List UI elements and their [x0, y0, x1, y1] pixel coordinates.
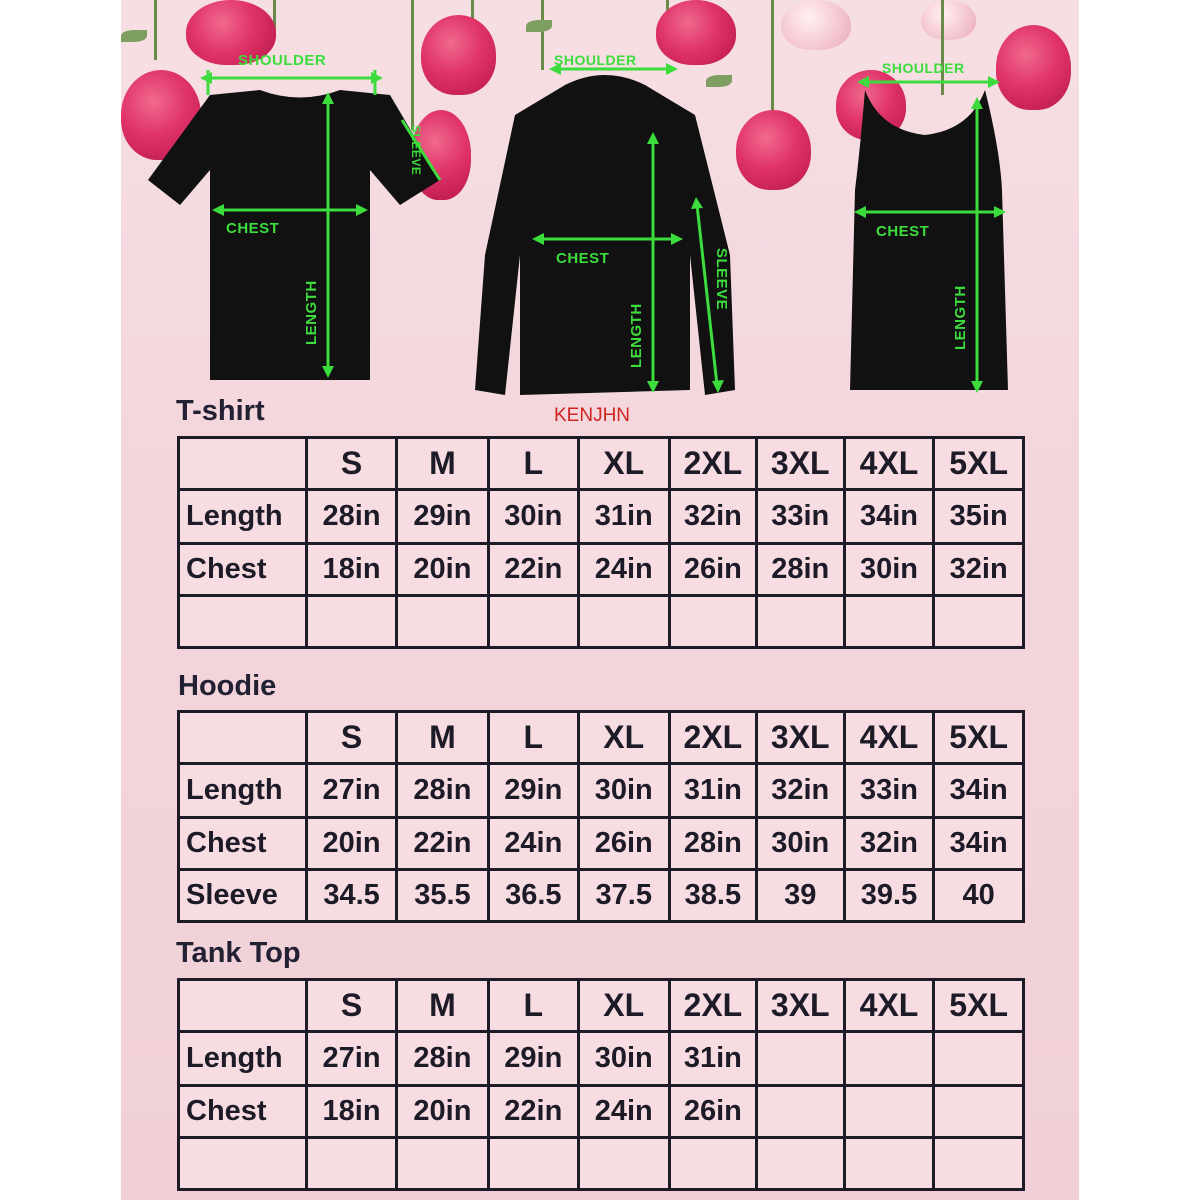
size-header-cell: M — [396, 438, 488, 490]
table-row — [179, 1138, 1024, 1190]
measurement-cell — [669, 1138, 756, 1190]
measurement-cell — [756, 1086, 844, 1138]
measurement-cell: 37.5 — [578, 870, 669, 922]
hoodie-shoulder-label: SHOULDER — [554, 52, 637, 68]
hoodie-size-table — [177, 710, 1025, 923]
size-header-cell: S — [307, 438, 397, 490]
tank-length-label: LENGTH — [952, 285, 969, 350]
measurement-cell: 30in — [578, 764, 669, 818]
measurement-cell — [578, 596, 669, 648]
size-header-cell: L — [489, 980, 579, 1032]
corner-cell — [179, 438, 307, 490]
measurement-cell — [756, 596, 844, 648]
size-header-cell: 5XL — [934, 980, 1024, 1032]
row-label-cell: Chest — [179, 1086, 307, 1138]
tank-shoulder-label: SHOULDER — [882, 60, 965, 76]
measurement-cell: 28in — [756, 544, 844, 596]
row-label-cell: Length — [179, 764, 307, 818]
size-header-cell: 2XL — [669, 438, 756, 490]
row-label-cell: Sleeve — [179, 870, 307, 922]
hoodie-diagram — [465, 55, 750, 405]
measurement-cell: 26in — [669, 544, 756, 596]
measurement-cell: 28in — [669, 818, 756, 870]
measurement-cell — [756, 1032, 844, 1086]
row-label-cell — [179, 596, 307, 648]
measurement-cell — [396, 596, 488, 648]
measurement-cell — [307, 1138, 397, 1190]
measurement-cell: 33in — [756, 490, 844, 544]
table-row — [179, 1086, 1024, 1138]
tank-diagram — [840, 60, 1020, 400]
size-header-cell: L — [489, 712, 579, 764]
measurement-cell: 33in — [844, 764, 934, 818]
row-label-cell: Length — [179, 1032, 307, 1086]
size-header-cell: L — [489, 438, 579, 490]
measurement-cell: 22in — [489, 544, 579, 596]
size-header-cell: M — [396, 712, 488, 764]
measurement-cell: 29in — [489, 764, 579, 818]
size-header-cell: 3XL — [756, 980, 844, 1032]
measurement-cell — [307, 596, 397, 648]
leaf-decoration — [121, 30, 147, 42]
table-row — [179, 596, 1024, 648]
measurement-cell: 31in — [669, 1032, 756, 1086]
measurement-cell: 24in — [489, 818, 579, 870]
tshirt-length-label: LENGTH — [303, 280, 320, 345]
tanktop-table-title: Tank Top — [176, 937, 301, 969]
measurement-cell: 40 — [934, 870, 1024, 922]
size-header-cell: 3XL — [756, 712, 844, 764]
measurement-cell — [934, 596, 1024, 648]
measurement-cell — [934, 1086, 1024, 1138]
size-header-cell: 4XL — [844, 980, 934, 1032]
tshirt-diagram — [140, 50, 460, 390]
measurement-cell: 26in — [578, 818, 669, 870]
measurement-cell: 35.5 — [396, 870, 488, 922]
table-row — [179, 490, 1024, 544]
measurement-cell: 34.5 — [307, 870, 397, 922]
measurement-cell: 18in — [307, 1086, 397, 1138]
measurement-cell: 26in — [669, 1086, 756, 1138]
row-label-cell: Chest — [179, 818, 307, 870]
table-row — [179, 1032, 1024, 1086]
measurement-cell: 20in — [307, 818, 397, 870]
leaf-decoration — [526, 20, 552, 32]
size-header-cell: S — [307, 980, 397, 1032]
measurement-cell: 31in — [669, 764, 756, 818]
measurement-cell — [396, 1138, 488, 1190]
measurement-cell: 28in — [396, 764, 488, 818]
measurement-cell: 30in — [756, 818, 844, 870]
measurement-cell: 34in — [844, 490, 934, 544]
measurement-cell: 27in — [307, 1032, 397, 1086]
tshirt-sleeve-label: SLEEVE — [409, 125, 423, 176]
measurement-cell: 28in — [396, 1032, 488, 1086]
measurement-cell: 32in — [756, 764, 844, 818]
brand-label: KENJHN — [554, 405, 631, 426]
table-row — [179, 818, 1024, 870]
size-header-cell: S — [307, 712, 397, 764]
size-header-cell: 2XL — [669, 712, 756, 764]
measurement-cell: 32in — [844, 818, 934, 870]
tank-chest-label: CHEST — [876, 223, 930, 240]
measurement-cell: 30in — [578, 1032, 669, 1086]
measurement-cell — [489, 1138, 579, 1190]
measurement-cell: 31in — [578, 490, 669, 544]
measurement-cell — [844, 1086, 934, 1138]
size-header-cell: 5XL — [934, 438, 1024, 490]
measurement-cell: 38.5 — [669, 870, 756, 922]
measurement-cell: 22in — [396, 818, 488, 870]
measurement-cell — [489, 596, 579, 648]
measurement-cell: 32in — [669, 490, 756, 544]
tanktop-size-table — [177, 978, 1025, 1191]
measurement-cell — [934, 1032, 1024, 1086]
measurement-cell: 34in — [934, 764, 1024, 818]
size-header-cell: M — [396, 980, 488, 1032]
size-header-row — [179, 980, 1024, 1032]
size-header-cell: 4XL — [844, 438, 934, 490]
measurement-cell: 36.5 — [489, 870, 579, 922]
size-header-cell: XL — [578, 438, 669, 490]
measurement-cell: 35in — [934, 490, 1024, 544]
tshirt-shoulder-label: SHOULDER — [238, 52, 327, 69]
table-row — [179, 544, 1024, 596]
tshirt-chest-label: CHEST — [226, 220, 280, 237]
measurement-cell — [578, 1138, 669, 1190]
measurement-cell: 27in — [307, 764, 397, 818]
measurement-cell: 22in — [489, 1086, 579, 1138]
measurement-cell — [669, 596, 756, 648]
measurement-cell: 24in — [578, 1086, 669, 1138]
rose-decoration — [921, 0, 976, 40]
hoodie-sleeve-label: SLEEVE — [713, 248, 730, 311]
measurement-cell: 28in — [307, 490, 397, 544]
row-label-cell — [179, 1138, 307, 1190]
rose-decoration — [781, 0, 851, 50]
measurement-cell — [844, 596, 934, 648]
tshirt-table-title: T-shirt — [176, 395, 265, 427]
row-label-cell: Length — [179, 490, 307, 544]
measurement-cell — [844, 1032, 934, 1086]
measurement-cell: 39.5 — [844, 870, 934, 922]
size-header-cell: XL — [578, 712, 669, 764]
hoodie-table-title: Hoodie — [178, 670, 277, 702]
size-header-row — [179, 438, 1024, 490]
measurement-cell: 34in — [934, 818, 1024, 870]
tshirt-size-table — [177, 436, 1025, 649]
measurement-cell: 29in — [489, 1032, 579, 1086]
measurement-cell — [756, 1138, 844, 1190]
rose-stem — [771, 0, 774, 115]
size-header-cell: 5XL — [934, 712, 1024, 764]
hoodie-chest-label: CHEST — [556, 250, 610, 267]
hoodie-length-label: LENGTH — [628, 303, 645, 368]
measurement-cell: 29in — [396, 490, 488, 544]
measurement-cell: 20in — [396, 1086, 488, 1138]
measurement-cell: 30in — [844, 544, 934, 596]
measurement-cell: 39 — [756, 870, 844, 922]
size-header-row — [179, 712, 1024, 764]
measurement-cell: 18in — [307, 544, 397, 596]
measurement-cell: 20in — [396, 544, 488, 596]
size-header-cell: 3XL — [756, 438, 844, 490]
measurement-cell: 32in — [934, 544, 1024, 596]
measurement-cell — [934, 1138, 1024, 1190]
measurement-cell — [844, 1138, 934, 1190]
size-header-cell: 2XL — [669, 980, 756, 1032]
measurement-cell: 24in — [578, 544, 669, 596]
corner-cell — [179, 712, 307, 764]
table-row — [179, 764, 1024, 818]
size-header-cell: XL — [578, 980, 669, 1032]
table-row — [179, 870, 1024, 922]
size-header-cell: 4XL — [844, 712, 934, 764]
corner-cell — [179, 980, 307, 1032]
measurement-cell: 30in — [489, 490, 579, 544]
row-label-cell: Chest — [179, 544, 307, 596]
